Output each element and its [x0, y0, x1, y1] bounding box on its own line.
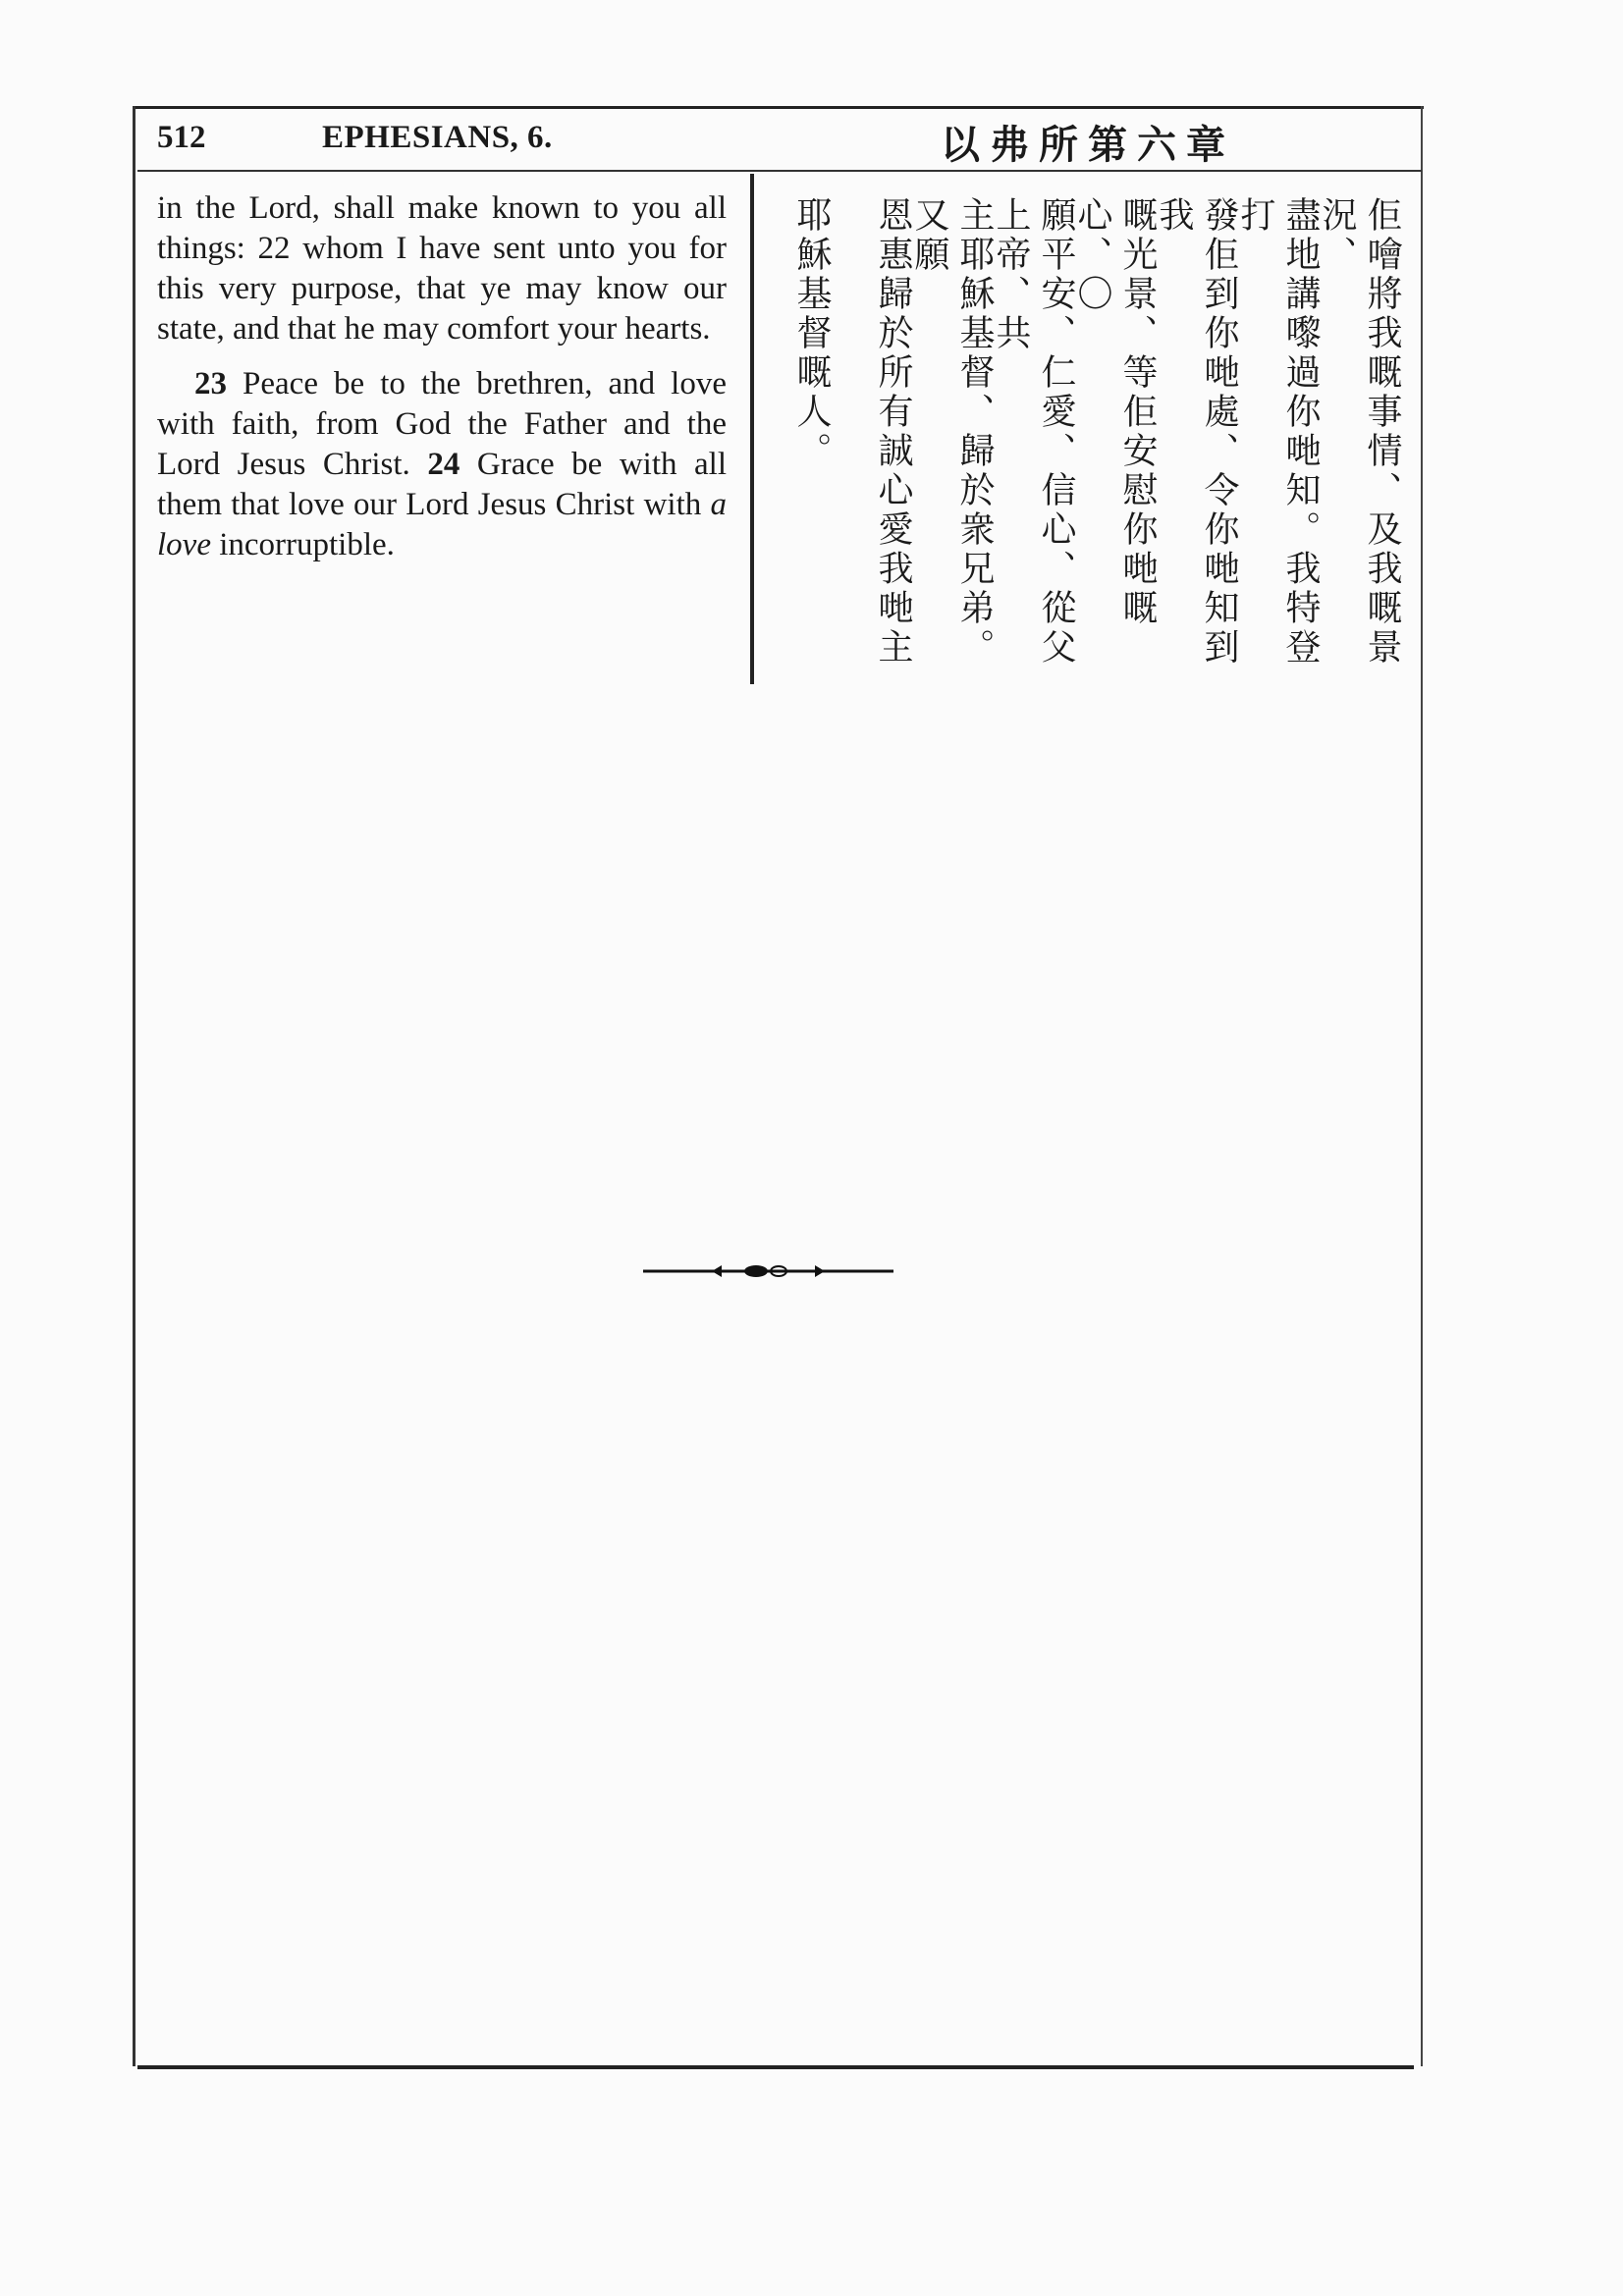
chinese-column-2: 盡地講嚟過你哋知。我特登打 [1235, 196, 1321, 667]
header-rule [137, 170, 1422, 172]
english-text-segment: incorruptible. [210, 527, 395, 562]
english-text-column [157, 188, 727, 565]
english-paragraph-2 [157, 364, 727, 565]
page-frame-right [1421, 106, 1423, 2066]
column-divider [750, 174, 754, 684]
chinese-text-column [776, 196, 1404, 667]
page-frame-bottom [137, 2065, 1414, 2069]
chinese-column-4: 嘅光景、等佢安慰你哋嘅心、〇 [1072, 196, 1158, 628]
chinese-column-3: 發佢到你哋處、令你哋知到我 [1154, 196, 1239, 667]
english-paragraph-1: in the Lord, shall make known to you all things: 22 whom I have sent unto you for this very purpose, that ye may know our state, and that he may comfort your hearts. [157, 190, 727, 347]
chinese-running-head: 以弗所第六章 [941, 123, 1235, 168]
running-head: EPHESIANS, 6. [322, 120, 553, 155]
verse-number-23: 23 [194, 366, 227, 401]
page-frame-left [133, 106, 135, 2066]
end-ornament [643, 1261, 893, 1281]
chinese-column-6: 主耶穌基督、歸於衆兄弟。又願 [909, 196, 995, 667]
chinese-column-1: 佢噲將我嘅事情、及我嘅景況、 [1317, 196, 1402, 667]
page-number: 512 [157, 120, 206, 155]
verse-number-24: 24 [427, 447, 460, 482]
page-frame-top [133, 106, 1424, 109]
english-text-segment: Peace be to the brethren, and love with faith, from God the Father and the Lord Jesus Christ. [157, 366, 727, 482]
italic-phrase: a love [157, 487, 727, 562]
chinese-column-7: 恩惠歸於所有誠心愛我哋主 [873, 196, 913, 667]
chinese-column-8: 耶穌基督嘅人。 [791, 196, 832, 471]
chinese-column-5: 願平安、仁愛、信心、從父上帝、共 [991, 196, 1076, 667]
english-text-segment: Grace be with all them that love our Lord Jesus Christ with [157, 447, 728, 522]
